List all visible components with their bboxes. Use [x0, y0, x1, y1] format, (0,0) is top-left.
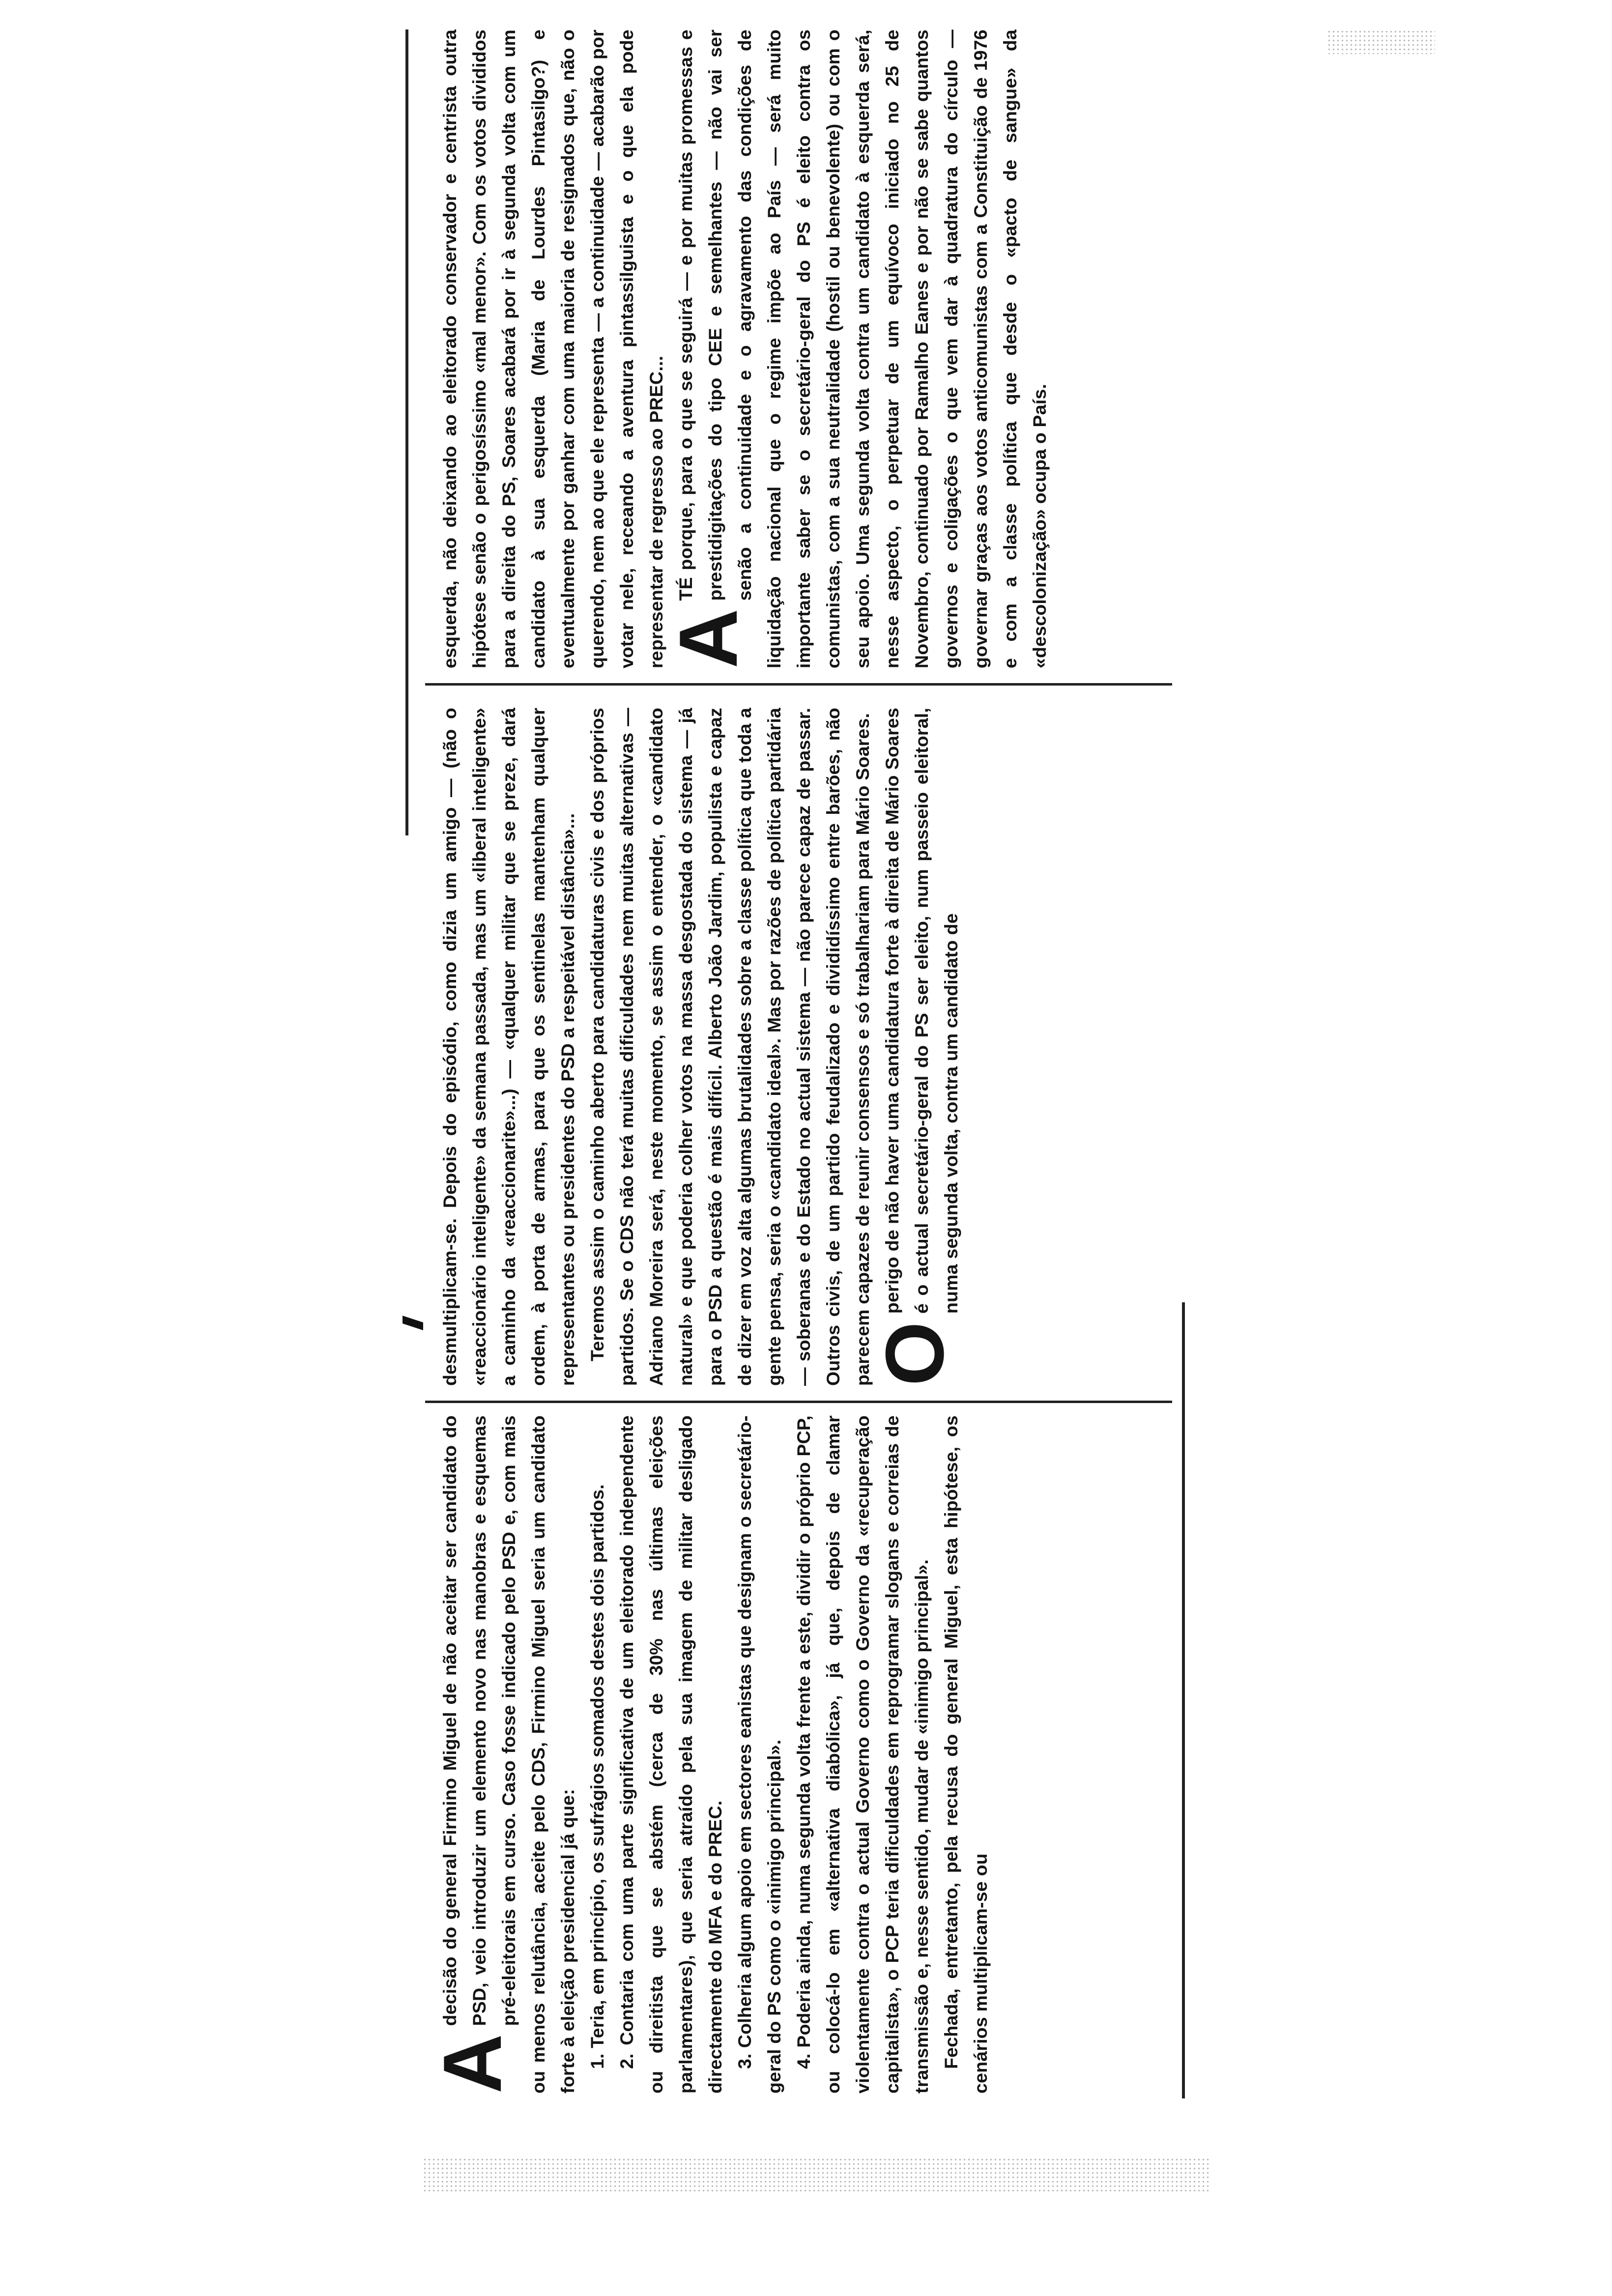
paragraph: 4. Poderia ainda, numa segunda volta frente a este, dividir o próprio PCP, ou colocá-lo em «alternativa diabólica», já que, depois de clamar violentamente contra o actual Governo como o Governo da «recuperação capitalista», o PCP teria dificuldades em reprogramar slogans e correias de transmissão e, nesse sentido, mudar de «inimigo principal».: [793, 1415, 932, 2094]
bottom-rule: [1182, 1302, 1185, 2098]
paragraph: desmultiplicam-se. Depois do episódio, como dizia um amigo — (não o «reaccionário inteligente» da semana passada, mas um «liberal inteligente» a caminho da «reaccionarite»...) — «qualquer militar que se preze, dará ordem, à porta de armas, para que os sentinelas mantenham qualquer representantes ou presidentes do PSD a respeitável distância»...: [439, 708, 578, 1386]
drop-cap: A: [662, 608, 754, 668]
scan-speckle: [423, 2157, 1209, 2192]
paragraph: Teremos assim o caminho aberto para candidaturas civis e dos próprios partidos. Se o CDS não terá muitas dificuldades nem muitas alternativas — Adriano Moreira será, neste momento, se assim o entender, o «candidato natural» e que poderia colher votos na massa desgostada do sistema — já para o PSD a questão é mais difícil. Alberto João Jardim, populista e capaz de dizer em voz alta algumas brutalidades sobre a classe política que toda a gente pensa, seria o «candidato ideal». Mas por razões de política partidária — soberanas e do Estado no actual sistema — não parece capaz de passar. Outros civis, de um partido feudalizado e divididíssimo entre barões, não parecem capazes de reunir consensos e só trabalhariam para Mário Soares.: [587, 708, 873, 1386]
article-column-3: [435, 29, 1162, 668]
paragraph: Fechada, entretanto, pela recusa do general Miguel, esta hipótese, os cenários multiplicam-se ou: [941, 1415, 991, 2094]
paragraph: esquerda, não deixando ao eleitorado conservador e centrista outra hipótese senão o perigosíssimo «mal menor». Com os votos divididos para a direita do PS, Soares acabará por ir à segunda volta com um candidato à sua esquerda (Maria de Lourdes Pintasilgo?) e eventualmente por ganhar com uma maioria de resignados que, não o querendo, nem ao que ele representa — a continuidade — acabarão por votar nele, receando a aventura pintassilguista e o que ela pode representar de regresso ao PREC...: [439, 29, 666, 668]
paragraph: 3. Colheria algum apoio em sectores eanistas que designam o secretário-geral do PS como o «inimigo principal».: [734, 1415, 784, 2094]
scan-speckle: [1327, 29, 1435, 54]
article-column-2: [435, 708, 1162, 1386]
paragraph-text: perigo de não haver uma candidatura forte à direita de Mário Soares é o actual secretário-geral do PS ser eleito, num passeio eleitoral, numa segunda volta, contra um candidato de: [882, 708, 961, 1314]
paragraph: [662, 29, 1054, 668]
column-divider: [425, 1401, 1172, 1403]
newspaper-clipping: [396, 25, 1207, 2113]
paragraph-text: TÉ porque, para o que se seguirá — e por muitas promessas e prestidigitações do tipo CEE e semelhantes — não vai ser senão a continuidade e o agravamento das condições de liquidação nacional que o regime impõe ao País — será muito importante saber se o secretário-geral do PS é eleito contra os comunistas, com a sua neutralidade (hostil ou benevolente) ou com o seu apoio. Uma segunda volta contra um candidato à esquerda será, nesse aspecto, o perpetuar de um equívoco iniciado no 25 de Novembro, continuado por Ramalho Eanes e por não se sabe quantos governos e coligações o que vem dar à quadratura do círculo — governar graças aos votos anticomunistas com a Constituição de 1976 e com a classe política que desde o «pacto de sangue» da «descolonização» ocupa o País.: [675, 29, 1050, 668]
paragraph: [426, 1415, 582, 2094]
paragraph-text: decisão do general Firmino Miguel de não aceitar ser candidato do PSD, veio introduzir um elemento novo nas manobras e esquemas pré-eleitorais em curso. Caso fosse indicado pelo PSD e, com mais ou menos relutância, aceite pelo CDS, Firmino Miguel seria um candidato forte à eleição presidencial já que:: [439, 1415, 578, 2094]
top-rule: [405, 29, 408, 835]
ink-mark: [403, 1316, 423, 1330]
paragraph: 1. Teria, em princípio, os sufrágios somados destes dois partidos.: [587, 1484, 607, 2069]
paragraph: 2. Contaria com uma parte significativa de um eleitorado independente ou direitista que se abstém (cerca de 30% nas últimas eleições parlamentares), que seria atraído pela sua imagem de militar desligado directamente do MFA e do PREC.: [616, 1415, 725, 2094]
drop-cap: A: [426, 2034, 518, 2094]
paragraph: [868, 708, 966, 1386]
drop-cap: O: [868, 1321, 961, 1386]
column-divider: [425, 683, 1172, 686]
article-column-1: [426, 1415, 1162, 2094]
